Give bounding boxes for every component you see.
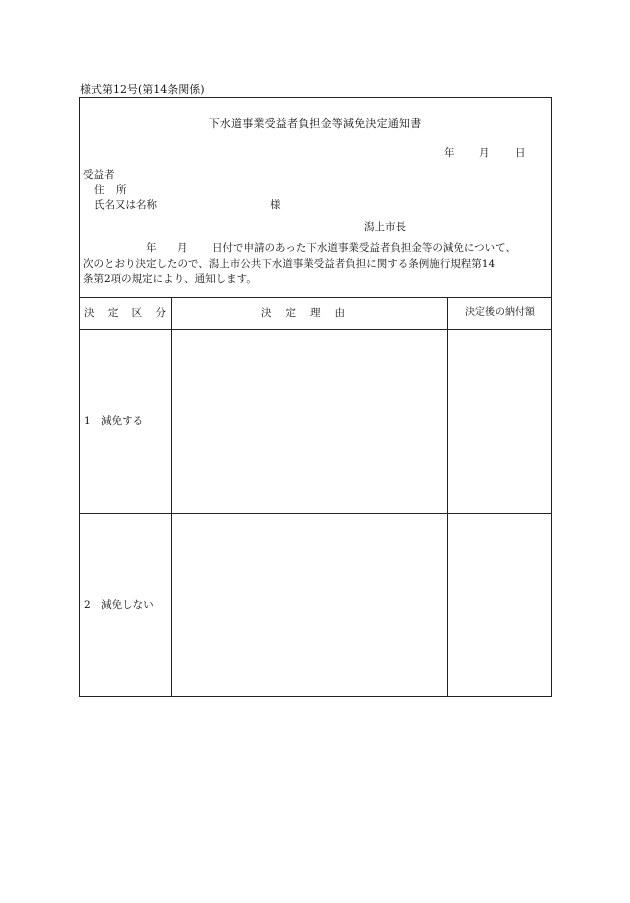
address-label-first-char: 住	[94, 184, 105, 196]
body-text-line-1: 日付で申請のあった下水道事業受益者負担金等の減免について、	[212, 242, 516, 254]
option-not-exempt: 2 減免しない	[84, 599, 154, 611]
honorific: 様	[270, 199, 281, 211]
header-decision-category: 決 定 区 分	[84, 307, 172, 319]
header-top-divider	[79, 297, 552, 298]
header-bottom-divider	[79, 329, 552, 330]
date-month-label: 月	[479, 147, 490, 159]
date-year-label: 年	[444, 147, 455, 159]
recipient-label: 受益者	[83, 169, 115, 181]
form-number: 様式第12号(第14条関係)	[80, 83, 205, 96]
header-decision-reason: 決定理由	[261, 307, 359, 319]
date-day-label: 日	[515, 147, 526, 159]
body-text-line-2: 次のとおり決定したので、潟上市公共下水道事業受益者負担に関する条例施行規程第14	[83, 258, 496, 270]
header-payment-amount: 決定後の納付額	[465, 307, 535, 318]
column-divider-2	[447, 297, 448, 697]
sender-mayor: 潟上市長	[364, 221, 406, 233]
body-text-line-3: 条第2項の規定により、通知します。	[83, 273, 257, 285]
name-label: 氏名又は名称	[94, 199, 157, 211]
address-label-second-char: 所	[116, 184, 127, 196]
body-month-label: 月	[177, 242, 188, 254]
document-title: 下水道事業受益者負担金等減免決定通知書	[208, 117, 422, 130]
row-divider	[79, 513, 552, 514]
column-divider-1	[171, 297, 172, 697]
body-year-label: 年	[146, 242, 157, 254]
option-exempt: 1 減免する	[84, 415, 144, 427]
